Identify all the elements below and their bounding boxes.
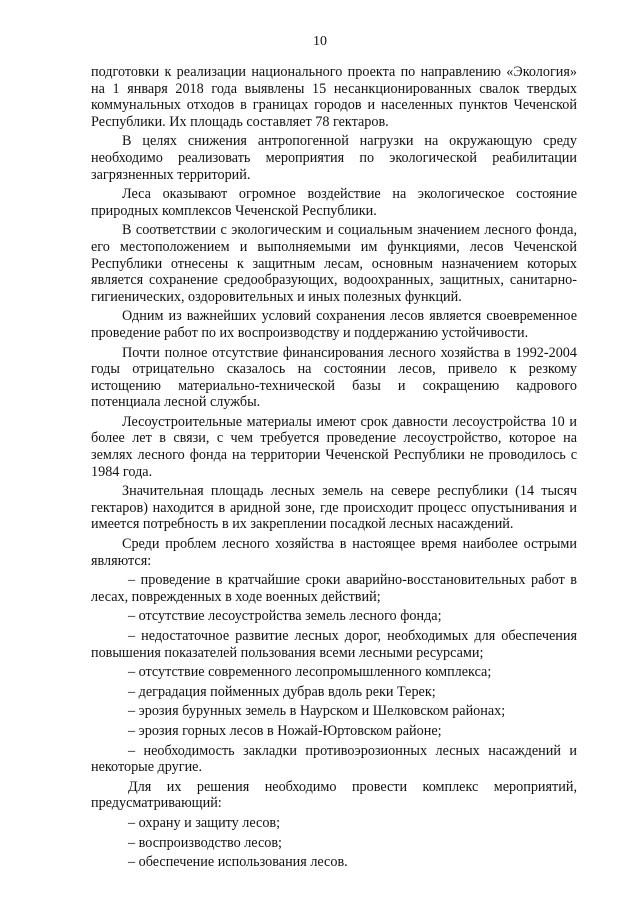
document-body <box>91 64 577 871</box>
measure-list-item: – охрану и защиту лесов; <box>128 814 281 831</box>
paragraph: Лесоустроительные материалы имеют срок давности лесоустройства 10 и более лет в связи, с чем требуется проведение лесоустройство, которое на землях лесного фонда на территории Чеченской Республики не проводилось с 1984 года. <box>91 413 577 480</box>
paragraph: Среди проблем лесного хозяйства в настоящее время наиболее острыми являются: <box>91 536 577 569</box>
page-number: 10 <box>313 34 327 49</box>
paragraph: подготовки к реализации национального проекта по направлению «Экология» на 1 января 2018 года выявлены 15 несанкционированных свалок твердых коммунальных отходов в границах городов и населенных пунктов Чеченской Республики. Их площадь составляет 78 гектаров. <box>91 64 577 130</box>
problem-list-item: – необходимость закладки противоэрозионных лесных насаждений и некоторые другие. <box>91 742 577 776</box>
problem-list-item: – эрозия горных лесов в Ножай-Юртовском районе; <box>128 722 442 739</box>
measure-list-item: – обеспечение использования лесов. <box>128 854 348 871</box>
paragraph: В целях снижения антропогенной нагрузки на окружающую среду необходимо реализовать мероприятия по экологической реабилитации загрязненных территорий. <box>91 133 577 183</box>
paragraph: Леса оказывают огромное воздействие на экологическое состояние природных комплексов Чеченской Республики. <box>91 186 577 219</box>
paragraph: Почти полное отсутствие финансирования лесного хозяйства в 1992-2004 годы отрицательно сказалось на состоянии лесов, привело к резкому истощению материально-технической базы и сокращению кадрового потенциала лесной службы. <box>91 344 577 411</box>
paragraph: Значительная площадь лесных земель на севере республики (14 тысяч гектаров) находится в аридной зоне, где происходит процесс опустынивания и имеется потребность в их закреплении посадкой лесных насаждений. <box>91 483 577 533</box>
problem-list-item: – эрозия бурунных земель в Наурском и Шелковском районах; <box>128 703 506 720</box>
problem-list-item: – отсутствие современного лесопромышленного комплекса; <box>128 664 492 681</box>
problem-list-item: – отсутствие лесоустройства земель лесного фонда; <box>128 608 442 625</box>
paragraph: Одним из важнейших условий сохранения лесов является своевременное проведение работ по их воспроизводству и поддержанию устойчивости. <box>91 308 577 341</box>
problem-list-item: – деградация пойменных дубрав вдоль реки Терек; <box>128 683 436 700</box>
measure-list-item: – воспроизводство лесов; <box>128 834 282 851</box>
paragraph: В соответствии с экологическим и социальным значением лесного фонда, его местоположением и выполняемыми им функциями, лесов Чеченской Республики отнесены к защитным лесам, основным назначением которых является сохранение средообразующих, водоохранных, защитных, санитарно-гигиенических, оздоровительных и иных полезных функций. <box>91 222 577 305</box>
problem-list-item: – недостаточное развитие лесных дорог, необходимых для обеспечения повышения показателей пользования всеми лесными ресурсами; <box>91 628 577 661</box>
solution-intro: Для их решения необходимо провести комплекс мероприятий, предусматривающий: <box>91 778 577 812</box>
problem-list-item: – проведение в кратчайшие сроки аварийно-восстановительных работ в лесах, поврежденных в ходе военных действий; <box>91 572 577 605</box>
